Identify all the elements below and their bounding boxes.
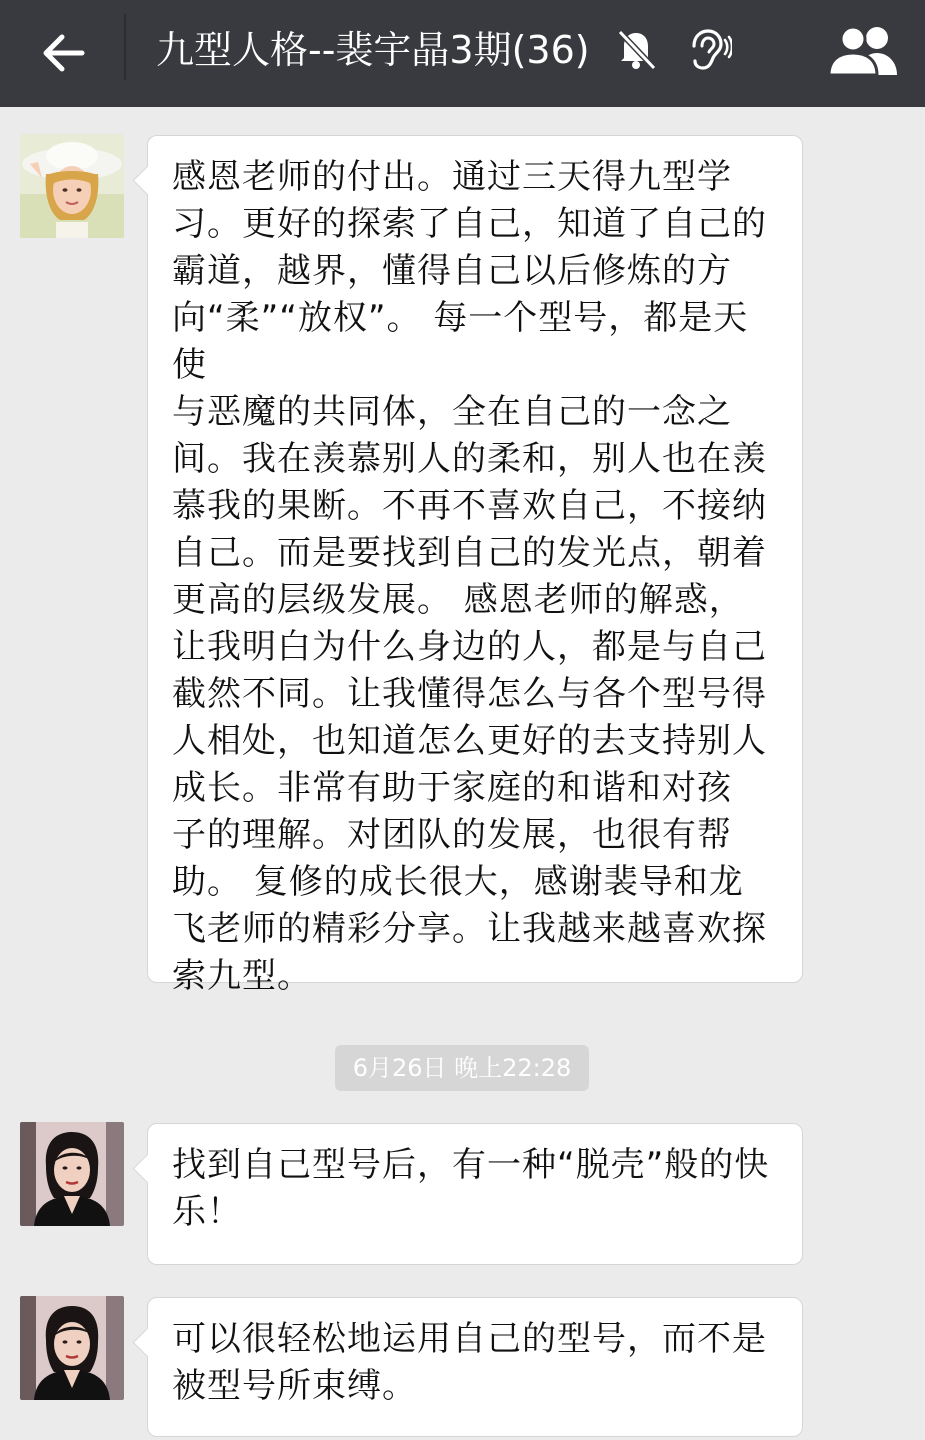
arrow-left-icon xyxy=(40,33,86,73)
message-bubble[interactable]: 找到自己型号后，有一种“脱壳”般的快 乐！ xyxy=(147,1123,803,1265)
avatar-woman-white-hat xyxy=(20,134,124,238)
avatar[interactable] xyxy=(20,1122,124,1226)
avatar[interactable] xyxy=(20,1296,124,1400)
ear-icon xyxy=(686,28,732,72)
avatar[interactable] xyxy=(20,134,124,238)
back-button[interactable] xyxy=(28,18,98,88)
message-bubble[interactable]: 可以很轻松地运用自己的型号，而不是 被型号所束缚。 xyxy=(147,1297,803,1437)
avatar-woman-dark-hair xyxy=(20,1296,124,1400)
header-divider xyxy=(124,14,126,80)
bell-muted-icon xyxy=(612,26,660,72)
group-members-button[interactable] xyxy=(822,18,906,82)
message-timestamp: 6月26日 晚上22:28 xyxy=(335,1045,589,1091)
people-icon xyxy=(825,23,903,77)
chat-header xyxy=(0,0,925,107)
avatar-woman-dark-hair xyxy=(20,1122,124,1226)
chat-title: 九型人格--裴宇晶3期(36) xyxy=(156,28,590,72)
message-bubble[interactable]: 感恩老师的付出。通过三天得九型学 习。更好的探索了自己，知道了自己的 霸道，越界，懂得自己以后修炼的方 向“柔”“放权”。 每一个型号，都是天使 与恶魔的共同体，全在自己的一念之 间。我在羡慕别人的柔和，别人也在羡 慕我的果断。不再不喜欢自己，不接纳 自己。而是要找到自己的发光点，朝着 更高的层级发展。 感恩老师的解惑， 让我明白为什么身边的人，都是与自己 截然不同。让我懂得怎么与各个型号得 人相处，也知道怎么更好的去支持别人 成长。非常有助于家庭的和谐和对孩 子的理解。对团队的发展，也很有帮 助。 复修的成长很大，感谢裴导和龙 飞老师的精彩分享。让我越来越喜欢探 索九型。 xyxy=(147,135,803,983)
